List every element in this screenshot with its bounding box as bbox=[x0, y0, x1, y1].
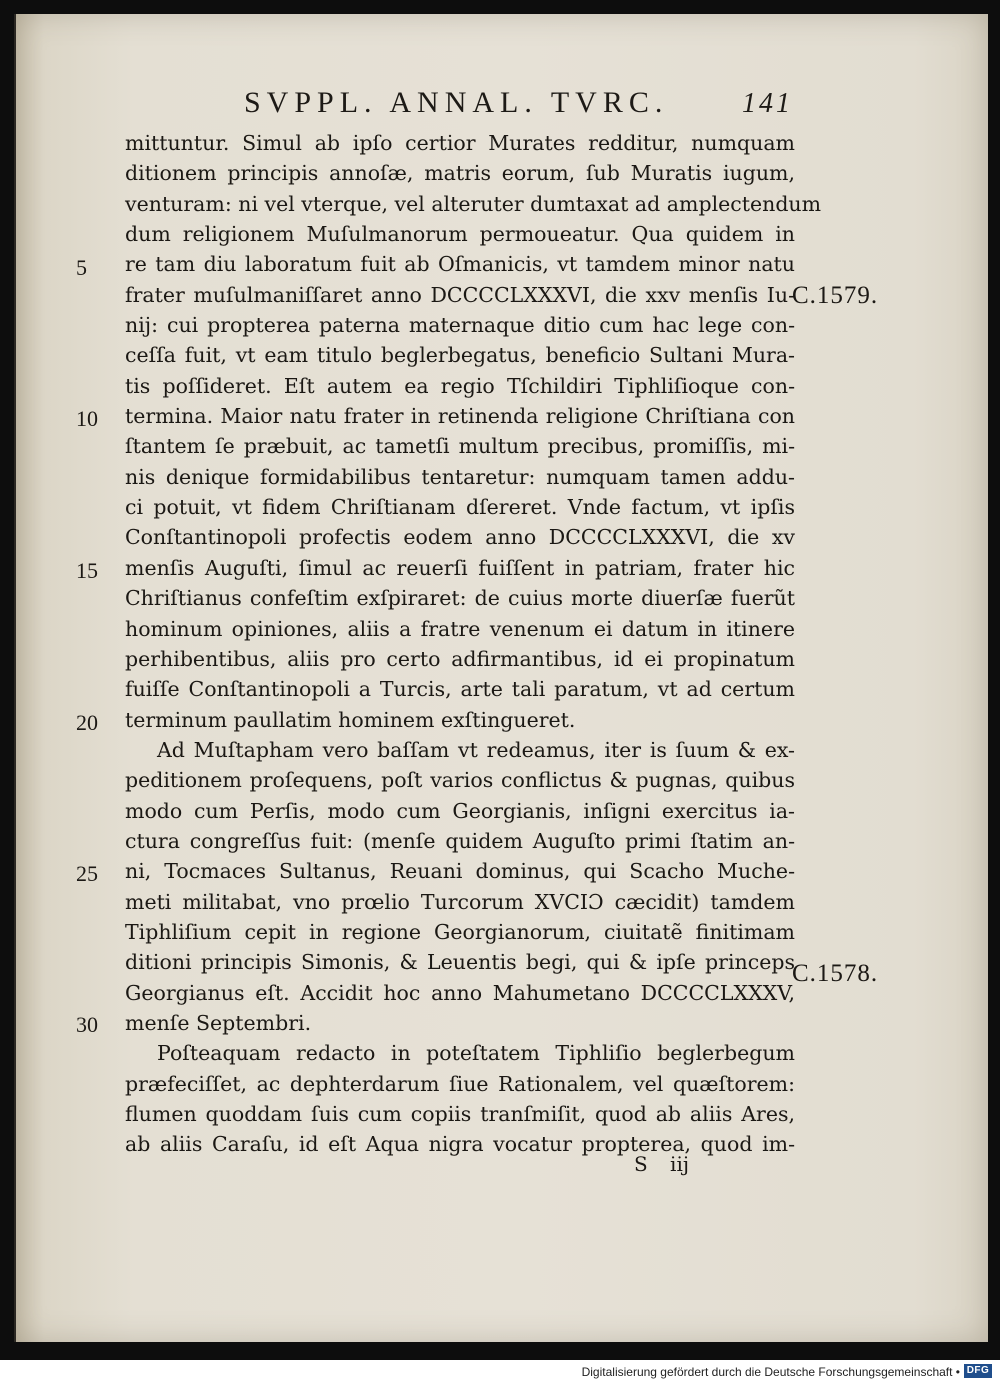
text-line: meti militabat, vno prœlio Turcorum XVCIƆ cæcidit) tamdem bbox=[125, 889, 795, 914]
book-page bbox=[14, 14, 988, 1342]
funding-credit: Digitalisierung gefördert durch die Deutsche Forschungsgemeinschaft • bbox=[581, 1365, 960, 1379]
text-line: Chriſtianus confeſtim exſpiraret: de cuius morte diuerſæ fuerũt bbox=[125, 586, 795, 611]
body-text bbox=[125, 128, 822, 1160]
line-number: 25 bbox=[76, 861, 98, 886]
line-number: 30 bbox=[76, 1012, 98, 1037]
line-number: 5 bbox=[76, 255, 87, 280]
text-line: Poſteaquam redacto in poteſtatem Tiphliſio beglerbegum bbox=[157, 1041, 795, 1066]
text-line: ctura congreſſus fuit: (menſe quidem Auguſto primi ſtatim an- bbox=[125, 828, 795, 853]
text-line: ſtantem ſe præbuit, ac tametſi multum precibus, promiſſis, mi- bbox=[125, 434, 795, 459]
text-line: menſis Auguſti, ſimul ac reuerſi fuiſſent in patriam, frater hic bbox=[125, 555, 795, 580]
text-line: ab aliis Caraſu, id eſt Aqua nigra vocatur propterea, quod im- bbox=[125, 1132, 795, 1157]
text-line: ceſſa fuit, vt eam titulo beglerbegatus, beneficio Sultani Mura- bbox=[125, 343, 795, 368]
line-number: 10 bbox=[76, 406, 98, 431]
text-line: re tam diu laboratum fuit ab Oſmanicis, vt tamdem minor natu bbox=[125, 252, 795, 277]
text-line: Ad Muſtapham vero baſſam vt redeamus, iter is ſuum & ex- bbox=[157, 737, 795, 762]
text-line: ditionem principis annoſæ, matris eorum, ſub Muratis iugum, bbox=[125, 161, 795, 186]
text-line: tis poſſideret. Eſt autem ea regio Tſchildiri Tiphliſioque con- bbox=[125, 373, 795, 398]
text-line: perhibentibus, aliis pro certo adfirmantibus, id ei propinatum bbox=[125, 646, 795, 671]
text-line: venturam: ni vel vterque, vel alteruter dumtaxat ad amplectendum bbox=[125, 191, 822, 216]
text-line: Georgianus eſt. Accidit hoc anno Mahumetano DCCCCLXXXV, bbox=[125, 980, 795, 1005]
line-number: 15 bbox=[76, 558, 98, 583]
text-line: fuiſſe Conſtantinopoli a Turcis, arte tali paratum, vt ad certum bbox=[125, 677, 795, 702]
line-number: 20 bbox=[76, 710, 98, 735]
footer-bar bbox=[0, 1360, 1000, 1383]
text-line: dum religionem Muſulmanorum permoueatur. Qua quidem in bbox=[125, 222, 795, 247]
text-line: flumen quoddam ſuis cum copiis tranſmiſit, quod ab aliis Ares, bbox=[125, 1102, 795, 1126]
text-line: Conſtantinopoli profectis eodem anno DCCCCLXXXVI, die xv bbox=[125, 525, 795, 550]
text-line: peditionem proſequens, poſt varios conflictus & pugnas, quibus bbox=[125, 768, 795, 793]
text-line: modo cum Perſis, modo cum Georgianis, inſigni exercitus ia- bbox=[125, 798, 795, 823]
text-line: mittuntur. Simul ab ipſo certior Murates redditur, numquam bbox=[125, 131, 795, 155]
text-line: nis denique formidabilibus tentaretur: numquam tamen addu- bbox=[125, 464, 795, 489]
signature-mark: S iij bbox=[634, 1152, 690, 1176]
margin-date: C.1578. bbox=[792, 960, 879, 987]
page-number: 141 bbox=[742, 88, 793, 119]
dfg-logo-icon: DFG bbox=[964, 1364, 992, 1378]
text-line: ditioni principis Simonis, & Leuentis begi, qui & ipſe princeps bbox=[125, 950, 795, 975]
text-line: termina. Maior natu frater in retinenda religione Chriſtiana con bbox=[125, 404, 795, 429]
running-head: SVPPL. ANNAL. TVRC. bbox=[244, 86, 669, 119]
text-line: nij: cui propterea paterna maternaque ditio cum hac lege con- bbox=[125, 313, 795, 338]
text-line: menſe Septembri. bbox=[125, 1010, 312, 1035]
text-line: ni, Tocmaces Sultanus, Reuani dominus, qui Scacho Muche- bbox=[125, 859, 795, 884]
text-line: præfeciſſet, ac dephterdarum ſiue Rationalem, vel quæſtorem: bbox=[125, 1071, 795, 1096]
text-line: terminum paullatim hominem exſtingueret. bbox=[125, 707, 576, 732]
margin-date: C.1579. bbox=[792, 282, 879, 309]
text-line: ci potuit, vt fidem Chriſtianam dſereret. Vnde factum, vt ipſis bbox=[125, 495, 795, 520]
text-line: Tiphliſium cepit in regione Georgianorum, ciuitatẽ finitimam bbox=[125, 919, 795, 944]
text-line: frater muſulmaniſſaret anno DCCCCLXXXVI, die xxv menſis Iu- bbox=[125, 282, 795, 307]
text-line: hominum opiniones, aliis a fratre venenum ei datum in itinere bbox=[125, 616, 795, 641]
